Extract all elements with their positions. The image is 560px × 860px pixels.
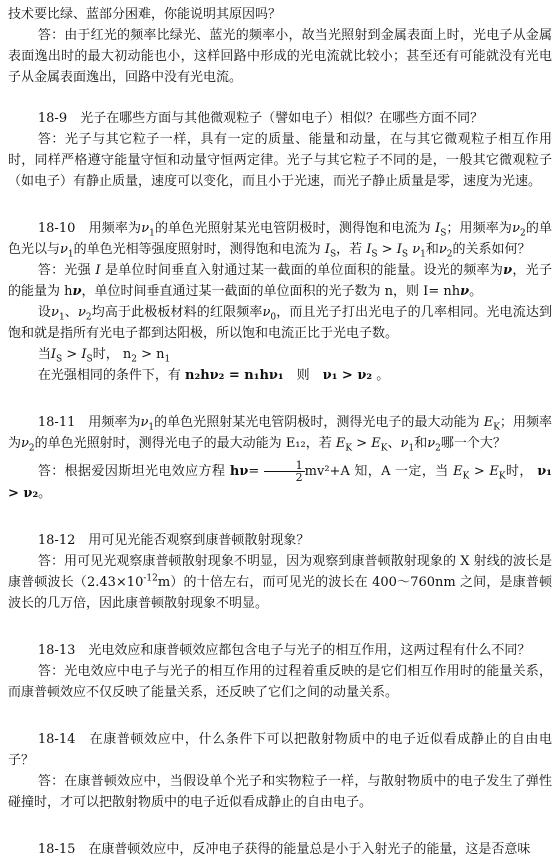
question-18-9: 18-9 光子在哪些方面与其他微观粒子（譬如电子）相似？在哪些方面不同？	[37, 111, 484, 126]
answer-18-12: 答：用可见光观察康普顿散射现象不明显，因为观察到康普顿散射现象的 X 射线的波长是康普顿波长$(2.43\times 10^{-12}m)$的十倍左右，而可见光的波长在 400～760nm 之间，是康普顿波长的几万倍，因此康普顿散射现象不明显。	[8, 554, 552, 611]
answer-18-10-line-4: 在光强相同的条件下，有 n₂hν₂ = n₁hν₁ 则 ν₁ > ν₂ 。	[37, 368, 390, 383]
question-18-12: 18-12 用可见光能否观察到康普顿散射现象？	[37, 533, 310, 548]
answer-18-14: 答：在康普顿效应中，当假设单个光子和实物粒子一样，与散射物质中的电子发生了弹性碰撞时，才可以把散射物质中的电子近似看成静止的自由电子。	[8, 774, 552, 810]
text-line-continued-question: 技术要比绿、蓝部分困难，你能说明其原因吗？	[8, 7, 282, 22]
fraction-one-half: $\frac{1}{2}$	[264, 460, 305, 483]
answer-18-9: 答：光子与其它粒子一样，具有一定的质量、能量和动量，在与其它微观粒子相互作用时，同样严格遵守能量守恒和动量守恒两定律。光子与其它粒子不同的是，一般其它微观粒子（如电子）有静止质量，速度可以变化，而且小于光速，而光子静止质量是零，速度为光速。	[8, 132, 552, 189]
question-18-14: 18-14 在康普顿效应中，什么条件下可以把散射物质中的电子近似看成静止的自由电子？	[8, 732, 552, 768]
answer-18-8: 答：由于红光的频率比绿光、蓝光的频率小，故当光照射到金属表面上时，光电子从金属表面逸出时的最大初动能也小，这样回路中形成的光电流就比较小；甚至还有可能就没有光电子从金属表面逸出，回路中没有光电流。	[8, 28, 552, 85]
question-18-10: 18-10 用频率为$\nu_1$的单色光照射某光电管阴极时，测得饱和电流为 $I_S$；用频率为$\nu_2$的单色光以与$\nu_1$的单色光相等强度照射时，测得饱和电流为 $I_S$，若 $I_S > I_S$ $\nu_1$和$\nu_2$的关系如何？	[8, 221, 552, 260]
question-18-11: 18-11 用频率为$\nu_1$的单色光照射某光电管阴极时，测得光电子的最大动能为 $E_K$；用频率为$\nu_2$的单色光照射时，测得光电子的最大动能为 E₁₂，若 $E_K > E_K$、$\nu_1$和$\nu_2$哪一个大？	[8, 415, 552, 454]
answer-18-11: 答：根据爱因斯坦光电效应方程 hν= $\frac{1}{2}$ mv²+A 知，A 一定，当 $E_K > E_K$时， ν₁ > ν₂。	[8, 459, 552, 501]
question-18-13: 18-13 光电效应和康普顿效应都包含电子与光子的相互作用，这两过程有什么不同？	[37, 643, 531, 658]
answer-18-10-line-2: 设$\nu_1$、$\nu_2$均高于此极板材料的红限频率$\nu_0$，而且光子打出光电子的几率相同。光电流达到饱和就是指所有光电子都到达阳极，所以饱和电流正比于光电子数。	[8, 305, 552, 341]
question-18-15: 18-15 在康普顿效应中，反冲电子获得的能量总是小于入射光子的能量，这是否意味	[37, 842, 531, 857]
answer-18-10-line-3: 当$I_S > I_S$时， $n_2 > n_1$	[37, 347, 171, 365]
answer-18-10-line-1: 答：光强 I 是单位时间垂直入射通过某一截面的单位面积的能量。设光的频率为ν，光子的能量为 hν，单位时间垂直通过某一截面的单位面积的光子数为 n，则 I= nhν。	[8, 263, 552, 299]
answer-18-13: 答：光电效应中电子与光子的相互作用的过程着重反映的是它们相互作用时的能量关系，而康普顿效应不仅反映了能量关系，还反映了它们之间的动量关系。	[8, 664, 552, 700]
